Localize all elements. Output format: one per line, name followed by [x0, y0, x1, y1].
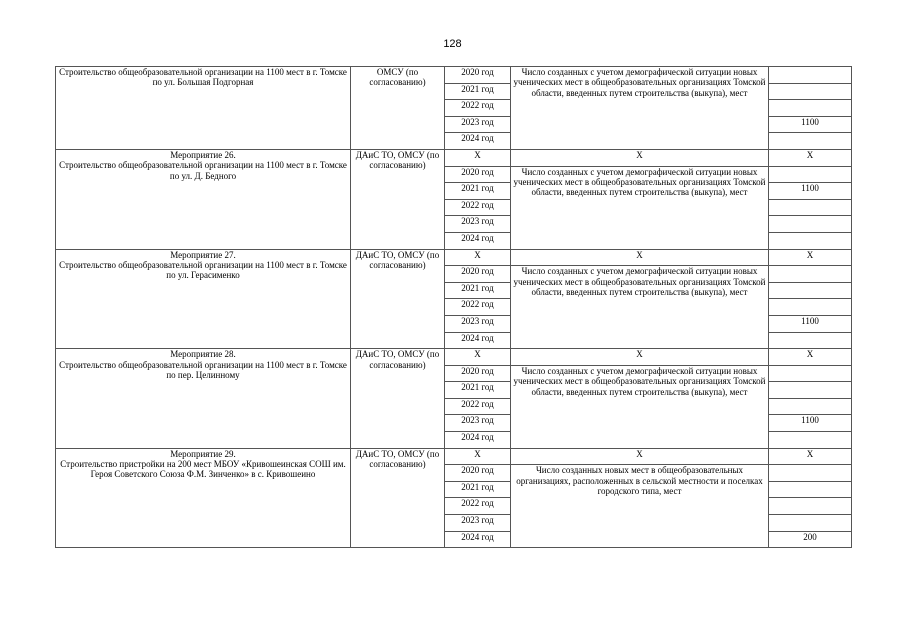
page-number: 128	[443, 38, 462, 50]
executor-cell: ДАиС ТО, ОМСУ (по согласованию)	[351, 349, 445, 449]
indicator-cell: Число созданных с учетом демографической ситуации новых ученических мест в общеобразовательных организациях Томской области, введенных путем строительства (выкупа), мест	[511, 166, 769, 249]
value-cell: 1100	[769, 315, 852, 332]
measure-name-cell	[56, 249, 351, 349]
indicator-cell: Число созданных с учетом демографической ситуации новых ученических мест в общеобразовательных организациях Томской области, введенных путем строительства (выкупа), мест	[511, 365, 769, 448]
value-cell	[769, 266, 852, 283]
year-cell: 2020 год	[445, 67, 511, 84]
year-cell: 2023 год	[445, 315, 511, 332]
x-mark-cell: Х	[445, 448, 511, 465]
year-cell: 2021 год	[445, 382, 511, 399]
x-mark-cell: Х	[769, 448, 852, 465]
value-cell	[769, 465, 852, 482]
year-cell: 2022 год	[445, 299, 511, 316]
x-mark-cell: Х	[445, 249, 511, 266]
value-cell	[769, 199, 852, 216]
value-cell	[769, 133, 852, 150]
year-cell: 2022 год	[445, 199, 511, 216]
event-number: Мероприятие 27.	[170, 249, 236, 260]
value-cell: 1100	[769, 183, 852, 200]
year-cell: 2023 год	[445, 116, 511, 133]
value-cell	[769, 432, 852, 449]
measure-name: Строительство общеобразовательной организации на 1100 мест в г. Томске по ул. Большая Подгорная	[59, 67, 347, 88]
event-number: Мероприятие 28.	[170, 349, 236, 360]
year-cell: 2021 год	[445, 481, 511, 498]
year-cell: 2024 год	[445, 232, 511, 249]
year-cell: 2020 год	[445, 465, 511, 482]
program-table	[55, 66, 852, 548]
x-mark-cell: Х	[769, 349, 852, 366]
value-cell	[769, 282, 852, 299]
measure-name-cell	[56, 448, 351, 548]
year-cell: 2022 год	[445, 398, 511, 415]
x-mark-cell: Х	[511, 448, 769, 465]
year-cell: 2020 год	[445, 365, 511, 382]
year-cell: 2024 год	[445, 432, 511, 449]
value-cell: 200	[769, 531, 852, 548]
year-cell: 2022 год	[445, 100, 511, 117]
x-mark-cell: Х	[445, 349, 511, 366]
measure-name: Строительство пристройки на 200 мест МБОУ «Кривошеинская СОШ им. Героя Советского Союза Ф.М. Зинченко» в с. Кривошеино	[60, 459, 346, 480]
executor-cell: ДАиС ТО, ОМСУ (по согласованию)	[351, 448, 445, 548]
indicator-cell: Число созданных с учетом демографической ситуации новых ученических мест в общеобразовательных организациях Томской области, введенных путем строительства (выкупа), мест	[511, 67, 769, 150]
year-cell: 2021 год	[445, 83, 511, 100]
executor-cell: ДАиС ТО, ОМСУ (по согласованию)	[351, 249, 445, 349]
x-mark-cell: Х	[445, 149, 511, 166]
indicator-cell: Число созданных с учетом демографической ситуации новых ученических мест в общеобразовательных организациях Томской области, введенных путем строительства (выкупа), мест	[511, 266, 769, 349]
measure-name: Строительство общеобразовательной организации на 1100 мест в г. Томске по ул. Герасименко	[59, 259, 347, 281]
executor-cell: ОМСУ (по согласованию)	[351, 67, 445, 150]
table-row	[56, 149, 852, 166]
year-cell: 2021 год	[445, 183, 511, 200]
x-mark-cell: Х	[511, 149, 769, 166]
value-cell	[769, 332, 852, 349]
value-cell	[769, 232, 852, 249]
year-cell: 2020 год	[445, 166, 511, 183]
table-row	[56, 67, 852, 84]
value-cell	[769, 166, 852, 183]
year-cell: 2023 год	[445, 216, 511, 233]
table-row	[56, 349, 852, 366]
value-cell	[769, 382, 852, 399]
year-cell: 2024 год	[445, 332, 511, 349]
value-cell	[769, 365, 852, 382]
year-cell: 2023 год	[445, 415, 511, 432]
value-cell	[769, 100, 852, 117]
measure-name: Строительство общеобразовательной организации на 1100 мест в г. Томске по пер. Целинному	[59, 359, 347, 380]
event-number: Мероприятие 26.	[170, 149, 236, 160]
value-cell	[769, 515, 852, 532]
table-row	[56, 249, 852, 266]
year-cell: 2021 год	[445, 282, 511, 299]
year-cell: 2023 год	[445, 515, 511, 532]
year-cell: 2024 год	[445, 531, 511, 548]
value-cell	[769, 216, 852, 233]
x-mark-cell: Х	[769, 149, 852, 166]
event-number: Мероприятие 29.	[170, 448, 236, 459]
measure-name-cell	[56, 349, 351, 449]
measure-name: Строительство общеобразовательной организации на 1100 мест в г. Томске по ул. Д. Бедного	[59, 160, 347, 181]
value-cell	[769, 398, 852, 415]
measure-name-cell	[56, 149, 351, 249]
value-cell: 1100	[769, 415, 852, 432]
value-cell	[769, 498, 852, 515]
year-cell: 2020 год	[445, 266, 511, 283]
measure-name-cell	[56, 67, 351, 150]
value-cell	[769, 67, 852, 84]
year-cell: 2024 год	[445, 133, 511, 150]
x-mark-cell: Х	[511, 349, 769, 366]
value-cell: 1100	[769, 116, 852, 133]
value-cell	[769, 83, 852, 100]
executor-cell: ДАиС ТО, ОМСУ (по согласованию)	[351, 149, 445, 249]
table-row	[56, 448, 852, 465]
year-cell: 2022 год	[445, 498, 511, 515]
indicator-cell: Число созданных новых мест в общеобразовательных организациях, расположенных в сельской местности и поселках городского типа, мест	[511, 465, 769, 548]
value-cell	[769, 481, 852, 498]
program-table-body	[56, 67, 852, 548]
x-mark-cell: Х	[511, 249, 769, 266]
x-mark-cell: Х	[769, 249, 852, 266]
value-cell	[769, 299, 852, 316]
